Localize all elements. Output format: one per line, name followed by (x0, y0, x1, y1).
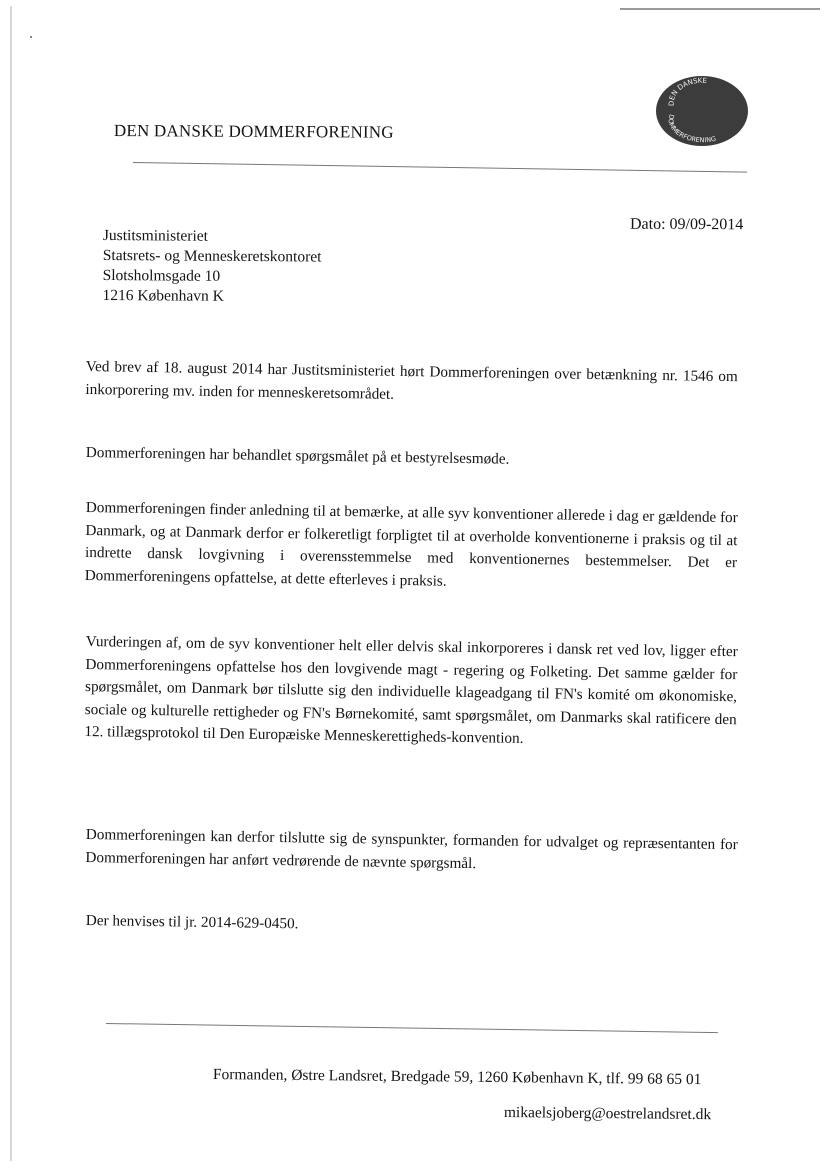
recipient-line: Slotsholmsgade 10 (102, 266, 221, 285)
seal-text-top: DEN DANSKE (667, 76, 708, 107)
seal-text-bottom: DOMMERFORENING (666, 113, 717, 145)
body-paragraph: Ved brev af 18. august 2014 har Justitsministeriet hørt Dommerforeningen over betænkning nr. 1546 om inkorporering mv. inden for menneskeretsområdet. (85, 357, 738, 403)
organization-seal-icon (656, 76, 748, 146)
body-paragraph: Dommerforeningen finder anledning til at bemærke, at alle syv konventioner allerede i dag er gældende for Danmark, og at Danmark derfor er folkeretligt forpligtet til at overholde konventionerne i praksis og til at indrette dansk lovgivning i overensstemmelse med konventionernes bestemmelser. Det er Dommerforeningens opfattelse, at dette efterleves i praksis. (84, 498, 738, 590)
scan-edge-top (620, 8, 820, 10)
recipient-line: 1216 København K (102, 286, 224, 305)
footer-divider (106, 1023, 718, 1033)
body-paragraph: Vurderingen af, om de syv konventioner helt eller delvis skal inkorporeres i dansk ret ved lov, ligger efter Dommerforeningens opfattelse hos den lovgivende magt - regering og Folketing. Det samme gælder for spørgsmålet, om Danmark bør tilslutte sig den individuelle klageadgang til FN's komité om økonomiske, sociale og kulturelle rettigheder og FN's Børnekomité, samt spørgsmålet, om Danmarks skal ratificere den 12. tillægsprotokol til Den Europæiske Menneskerettigheds-konvention. (84, 632, 738, 747)
recipient-line: Justitsministeriet (102, 226, 209, 245)
recipient-address (102, 226, 321, 308)
recipient-line: Statsrets- og Menneskeretskontoret (102, 246, 322, 266)
svg-text:DOMMERFORENING (667, 113, 717, 144)
scan-speck (30, 36, 32, 38)
svg-text:DEN DANSKE (668, 77, 707, 106)
organization-name: DEN DANSKE DOMMERFORENING (113, 121, 394, 142)
letter-date: Dato: 09/09-2014 (629, 215, 744, 234)
body-paragraph: Dommerforeningen har behandlet spørgsmålet på et bestyrelsesmøde. (85, 443, 510, 468)
letterhead-divider (133, 162, 747, 173)
footer-email: mikaelsjoberg@oestrelandsret.dk (503, 1104, 712, 1124)
reference-line: Der henvises til jr. 2014-629-0450. (85, 911, 299, 933)
body-paragraph: Dommerforeningen kan derfor tilslutte sig de synspunkter, formanden for udvalget og repræsentanten for Dommerforeningen har anført vedrørende de nævnte spørgsmål. (85, 825, 738, 872)
footer-address: Formanden, Østre Landsret, Bredgade 59, 1260 København K, tlf. 99 68 65 01 (212, 1066, 702, 1089)
scan-edge-left (10, 6, 12, 1161)
